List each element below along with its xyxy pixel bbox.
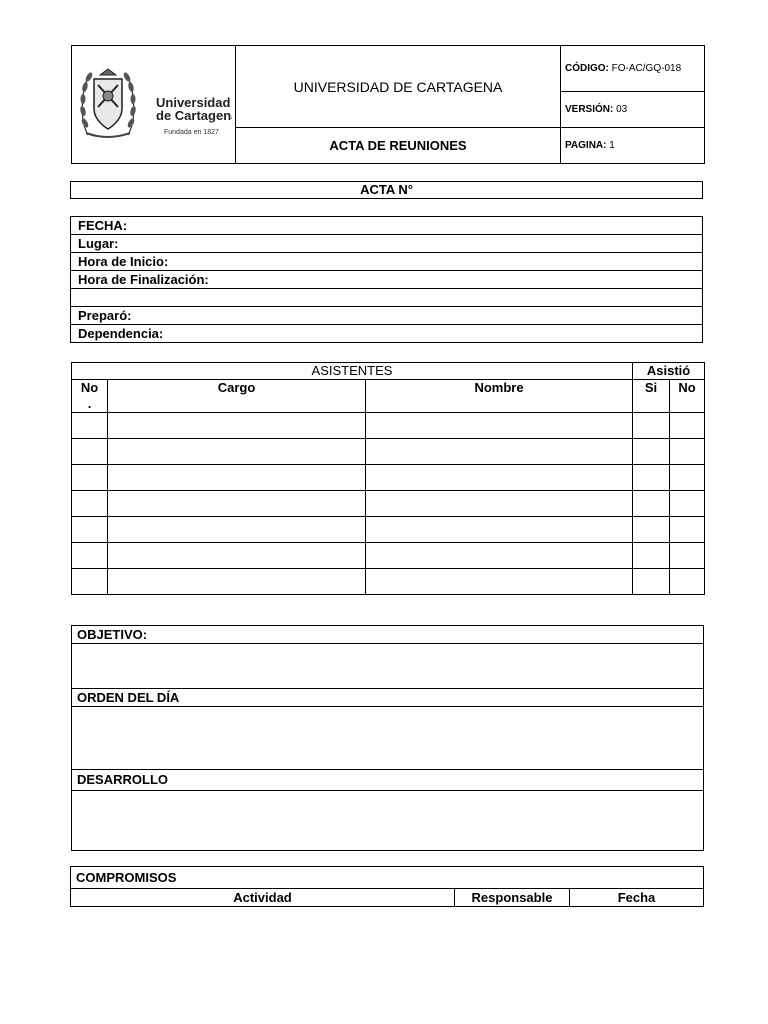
attendee-cell-no[interactable] (72, 465, 108, 491)
col-nombre-header: Nombre (366, 380, 633, 413)
attendee-cell-no-attend[interactable] (670, 439, 705, 465)
attendee-cell-no-attend[interactable] (670, 491, 705, 517)
hora-inicio-field[interactable]: Hora de Inicio: (71, 253, 703, 271)
attendee-row (72, 517, 705, 543)
attendee-cell-nombre[interactable] (366, 413, 633, 439)
attendee-row (72, 413, 705, 439)
col-cargo-header: Cargo (108, 380, 366, 413)
codigo-cell (561, 46, 705, 92)
objetivo-label: OBJETIVO: (72, 626, 704, 644)
col-si-header: Si (633, 380, 670, 413)
orden-content[interactable] (72, 707, 704, 770)
compromisos-title: COMPROMISOS (71, 867, 704, 889)
document-header (71, 45, 705, 164)
attendee-row (72, 543, 705, 569)
attendees-title: ASISTENTES (72, 363, 633, 380)
attendee-cell-cargo[interactable] (108, 439, 366, 465)
orden-label: ORDEN DEL DÍA (72, 689, 704, 707)
attendee-cell-si[interactable] (633, 413, 670, 439)
attendee-cell-si[interactable] (633, 491, 670, 517)
attendee-row (72, 569, 705, 595)
col-no-attend-header: No (670, 380, 705, 413)
attendee-row (72, 465, 705, 491)
version-label: VERSIÓN: (565, 104, 614, 115)
attendee-cell-no-attend[interactable] (670, 569, 705, 595)
attendee-cell-no[interactable] (72, 517, 108, 543)
codigo-value: FO-AC/GQ-018 (608, 63, 682, 74)
attendee-cell-no[interactable] (72, 413, 108, 439)
attendees-table (71, 362, 705, 595)
col-responsable-header: Responsable (455, 889, 570, 907)
logo-name-line1: Universidad (155, 95, 230, 110)
hora-fin-field[interactable]: Hora de Finalización: (71, 271, 703, 289)
attendee-row (72, 439, 705, 465)
document-title: ACTA DE REUNIONES (236, 128, 561, 164)
attendee-cell-no-attend[interactable] (670, 543, 705, 569)
attendee-cell-cargo[interactable] (108, 491, 366, 517)
col-actividad-header: Actividad (71, 889, 455, 907)
attendee-cell-nombre[interactable] (366, 569, 633, 595)
attendee-row (72, 491, 705, 517)
attendee-cell-nombre[interactable] (366, 543, 633, 569)
attendee-cell-nombre[interactable] (366, 439, 633, 465)
desarrollo-content[interactable] (72, 791, 704, 851)
logo-founded: Fundada en 1827 (163, 129, 219, 136)
preparo-field[interactable]: Preparó: (71, 307, 703, 325)
attendee-cell-si[interactable] (633, 517, 670, 543)
meeting-sections (71, 625, 704, 851)
attendee-cell-no[interactable] (72, 569, 108, 595)
compromisos-table (70, 866, 704, 907)
acta-number-field[interactable]: ACTA N° (70, 181, 703, 199)
attendee-cell-nombre[interactable] (366, 491, 633, 517)
dependencia-field[interactable]: Dependencia: (71, 325, 703, 343)
attendee-cell-si[interactable] (633, 439, 670, 465)
attendee-cell-no[interactable] (72, 439, 108, 465)
attendee-cell-no-attend[interactable] (670, 465, 705, 491)
attendee-cell-si[interactable] (633, 569, 670, 595)
col-no-label: No (80, 380, 99, 395)
attendee-cell-no-attend[interactable] (670, 517, 705, 543)
col-no-dot: . (87, 396, 92, 411)
version-cell (561, 92, 705, 128)
logo-name-line2: de Cartagena (155, 108, 232, 123)
col-fecha-header: Fecha (570, 889, 704, 907)
attendee-cell-cargo[interactable] (108, 517, 366, 543)
attended-header: Asistió (633, 363, 705, 380)
fecha-field[interactable]: FECHA: (71, 217, 703, 235)
attendee-cell-no-attend[interactable] (670, 413, 705, 439)
attendee-cell-cargo[interactable] (108, 465, 366, 491)
attendee-cell-no[interactable] (72, 491, 108, 517)
university-crest-icon (76, 63, 232, 143)
objetivo-content[interactable] (72, 644, 704, 689)
logo-cell (72, 46, 236, 164)
attendee-cell-cargo[interactable] (108, 569, 366, 595)
university-title: UNIVERSIDAD DE CARTAGENA (236, 46, 561, 128)
attendee-cell-si[interactable] (633, 465, 670, 491)
attendee-cell-cargo[interactable] (108, 543, 366, 569)
attendee-cell-si[interactable] (633, 543, 670, 569)
pagina-cell (561, 128, 705, 164)
pagina-label: PAGINA: (565, 140, 607, 151)
codigo-label: CÓDIGO: (565, 63, 609, 74)
version-value: 03 (613, 104, 628, 115)
pagina-value: 1 (606, 140, 615, 151)
blank-field[interactable] (71, 289, 703, 307)
attendee-cell-nombre[interactable] (366, 465, 633, 491)
attendees-rows (72, 413, 705, 595)
lugar-field[interactable]: Lugar: (71, 235, 703, 253)
attendee-cell-no[interactable] (72, 543, 108, 569)
col-no-header (72, 380, 108, 413)
meeting-info-table (70, 216, 703, 343)
attendee-cell-nombre[interactable] (366, 517, 633, 543)
desarrollo-label: DESARROLLO (72, 770, 704, 791)
attendee-cell-cargo[interactable] (108, 413, 366, 439)
